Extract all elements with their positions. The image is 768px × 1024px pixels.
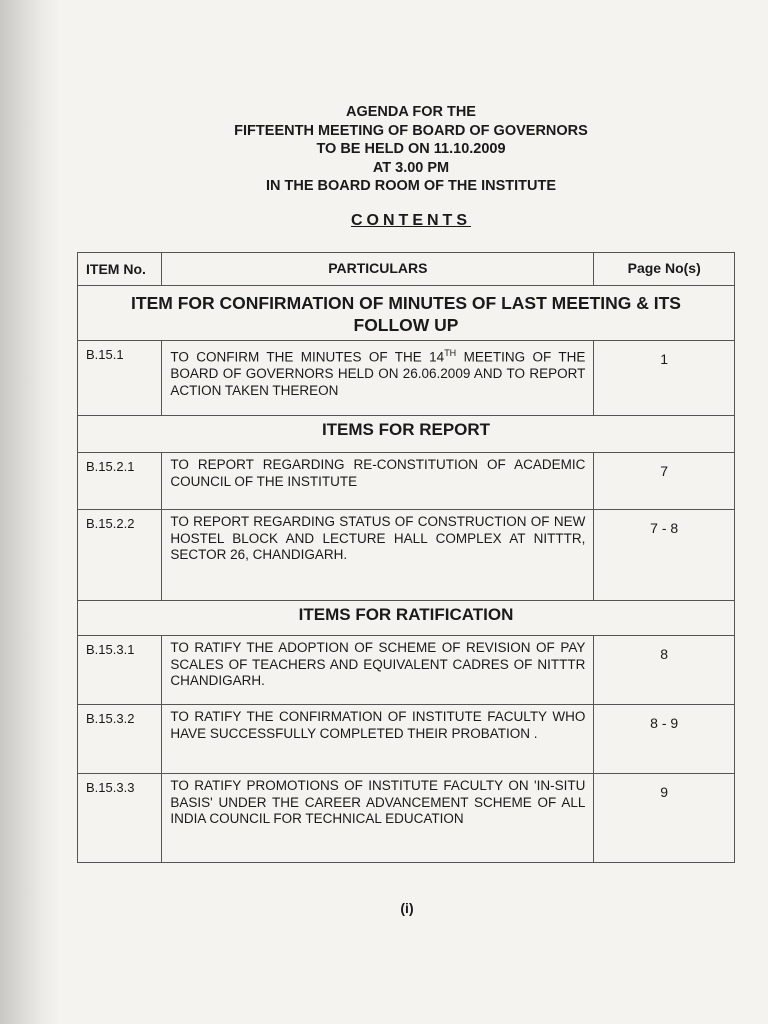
item-particulars: TO RATIFY PROMOTIONS OF INSTITUTE FACULTY ON 'IN-SITU BASIS' UNDER THE CAREER ADVANCEMENT SCHEME OF ALL INDIA COUNCIL FOR TECHNICAL EDUCATION <box>162 774 594 863</box>
item-number: B.15.2.2 <box>78 510 162 601</box>
contents-title: CONTENTS <box>351 212 471 229</box>
table-row <box>78 774 735 863</box>
item-particulars: TO REPORT REGARDING RE-CONSTITUTION OF ACADEMIC COUNCIL OF THE INSTITUTE <box>162 453 594 510</box>
header-page-nos: Page No(s) <box>594 253 735 286</box>
item-pages: 8 <box>594 636 735 705</box>
item-number: B.15.2.1 <box>78 453 162 510</box>
header-line-4: AT 3.00 PM <box>372 159 450 176</box>
item-number: B.15.3.2 <box>78 705 162 774</box>
header-particulars: PARTICULARS <box>162 253 594 286</box>
header-line-5: IN THE BOARD ROOM OF THE INSTITUTE <box>266 178 556 194</box>
section-title: ITEM FOR CONFIRMATION OF MINUTES OF LAST MEETING & ITS FOLLOW UP <box>78 286 735 341</box>
table-row <box>78 636 735 705</box>
header-line-1: AGENDA FOR THE <box>346 104 476 120</box>
section-row <box>78 601 735 636</box>
item-pages: 7 <box>594 453 735 510</box>
table-row <box>78 510 735 601</box>
page-number: (i) <box>400 900 414 916</box>
section-title: ITEMS FOR RATIFICATION <box>78 601 735 636</box>
item-number: B.15.3.3 <box>78 774 162 863</box>
item-particulars: TO RATIFY THE CONFIRMATION OF INSTITUTE FACULTY WHO HAVE SUCCESSFULLY COMPLETED THEIR PROBATION . <box>162 705 594 774</box>
header-line-3: TO BE HELD ON 11.10.2009 <box>316 141 506 157</box>
table-header-row <box>78 253 735 286</box>
header-item-no: ITEM No. <box>78 253 162 286</box>
section-title: ITEMS FOR REPORT <box>78 416 735 453</box>
ordinal-suffix: TH <box>444 348 457 358</box>
item-pages: 1 <box>594 341 735 416</box>
item-particulars: TO RATIFY THE ADOPTION OF SCHEME OF REVISION OF PAY SCALES OF TEACHERS AND EQUIVALENT CADRES OF NITTTR CHANDIGARH. <box>162 636 594 705</box>
section-row <box>78 416 735 453</box>
section-row <box>78 286 735 341</box>
item-particulars: TO REPORT REGARDING STATUS OF CONSTRUCTION OF NEW HOSTEL BLOCK AND LECTURE HALL COMPLEX AT NITTTR, SECTOR 26, CHANDIGARH. <box>162 510 594 601</box>
item-pages: 7 - 8 <box>594 510 735 601</box>
item-pages: 9 <box>594 774 735 863</box>
table-row <box>78 453 735 510</box>
agenda-header <box>0 103 768 196</box>
item-number: B.15.1 <box>78 341 162 416</box>
item-pages: 8 - 9 <box>594 705 735 774</box>
table-row <box>78 341 735 416</box>
table-row <box>78 705 735 774</box>
header-line-2: FIFTEENTH MEETING OF BOARD OF GOVERNORS <box>234 122 588 139</box>
agenda-table <box>77 252 735 863</box>
item-number: B.15.3.1 <box>78 636 162 705</box>
item-particulars: TO CONFIRM THE MINUTES OF THE 14TH MEETING OF THE BOARD OF GOVERNORS HELD ON 26.06.2009 AND TO REPORT ACTION TAKEN THEREON <box>162 341 594 416</box>
